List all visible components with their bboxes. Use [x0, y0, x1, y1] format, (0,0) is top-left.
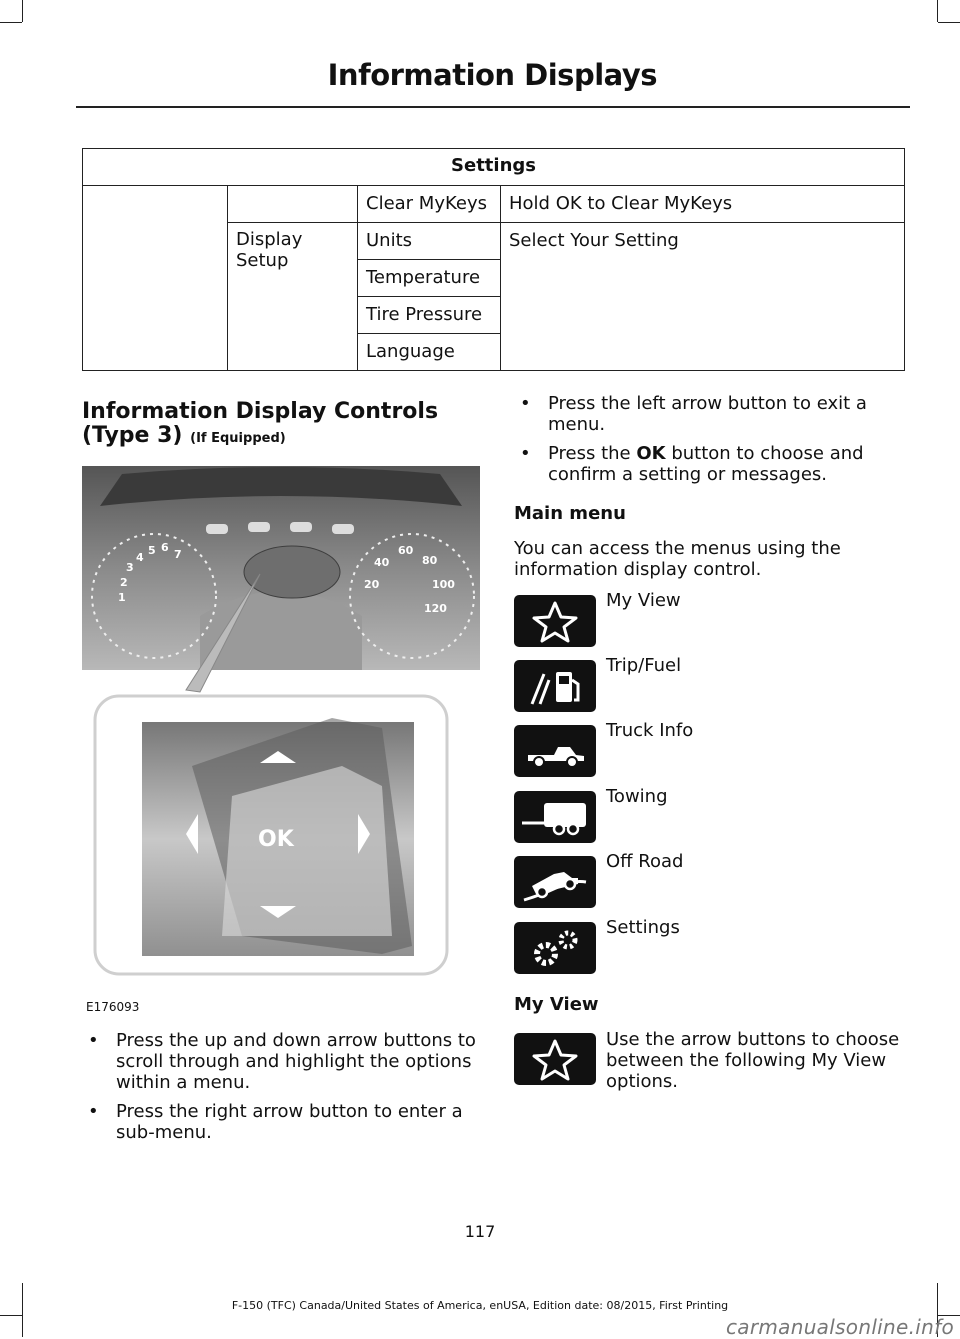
list-item: • Press the right arrow button to enter a sub-menu. — [82, 1101, 482, 1143]
menu-item-label: My View — [606, 590, 681, 611]
gauge-label: 40 — [374, 556, 390, 569]
crop-mark — [937, 0, 938, 22]
settings-table — [82, 148, 905, 371]
main-menu-heading: Main menu — [514, 503, 626, 524]
menu-item-towing — [514, 786, 914, 841]
gauge-label: 5 — [148, 544, 156, 557]
page-footer: F-150 (TFC) Canada/United States of America, enUSA, Edition date: 08/2015, First Printing — [231, 1299, 729, 1312]
list-item: • Press the up and down arrow buttons to scroll through and highlight the options within a menu. — [82, 1030, 482, 1093]
menu-item-label: Truck Info — [606, 720, 694, 741]
ok-button[interactable]: OK — [258, 827, 294, 852]
list-text: Press the — [548, 443, 637, 464]
gauge-label: 80 — [422, 554, 438, 567]
list-item: • Press the left arrow button to exit a menu. — [514, 393, 914, 435]
crop-mark — [0, 22, 22, 23]
table-title: Settings — [83, 149, 905, 186]
crop-mark — [22, 0, 23, 22]
list-item — [514, 443, 914, 485]
my-view-heading: My View — [514, 994, 599, 1015]
table-header-row — [83, 149, 905, 186]
cell-text: Display Setup — [236, 229, 303, 271]
table-cell: Tire Pressure — [358, 297, 501, 334]
watermark: carmanualsonline.info — [726, 1315, 954, 1339]
gauge-label: 60 — [398, 544, 414, 557]
table-cell: Hold OK to Clear MyKeys — [501, 186, 905, 223]
menu-item-off-road — [514, 851, 914, 906]
table-cell: Temperature — [358, 260, 501, 297]
page-number: 117 — [464, 1222, 496, 1241]
gauge-label: 4 — [136, 551, 144, 564]
right-bullet-list — [514, 393, 914, 493]
star-icon — [514, 1033, 596, 1085]
heading-note: (If Equipped) — [190, 431, 286, 446]
table-cell: Units — [358, 223, 501, 260]
table-cell: Select Your Setting — [501, 223, 905, 371]
pickup-truck-icon — [514, 725, 596, 777]
gauge-label: 100 — [432, 578, 455, 591]
gauge-label: 1 — [118, 591, 126, 604]
gauge-label: 6 — [161, 541, 169, 554]
center-display — [244, 546, 340, 598]
trailer-icon — [514, 791, 596, 843]
main-menu-intro: You can access the menus using the information display control. — [514, 538, 841, 580]
off-road-truck-icon — [514, 856, 596, 908]
table-cell — [83, 186, 228, 371]
gauge-label: 120 — [424, 602, 447, 615]
gauge-label: 7 — [174, 548, 182, 561]
fuel-pump-icon — [514, 660, 596, 712]
gauge-label: 3 — [126, 561, 134, 574]
ok-emphasis: OK — [636, 443, 666, 464]
crop-mark — [938, 22, 960, 23]
star-icon — [514, 595, 596, 647]
crop-mark — [0, 1315, 22, 1316]
table-cell — [228, 223, 358, 371]
gears-icon — [514, 922, 596, 974]
heading-text: Information Display Controls (Type 3) — [82, 399, 439, 448]
menu-item-label: Off Road — [606, 851, 684, 872]
page-title: Information Displays — [327, 58, 657, 92]
display-control-illustration — [82, 466, 480, 980]
menu-item-label: Trip/Fuel — [606, 655, 682, 676]
menu-item-settings — [514, 917, 914, 972]
table-cell: Language — [358, 334, 501, 371]
gauge-label: 20 — [364, 578, 380, 591]
menu-item-my-view — [514, 590, 914, 645]
section-heading — [82, 400, 472, 451]
table-cell: Clear MyKeys — [358, 186, 501, 223]
list-text: button to choose and confirm a setting or messages. — [548, 443, 864, 485]
header-rule — [76, 106, 910, 108]
table-row — [83, 186, 905, 223]
gauge-label: 2 — [120, 576, 128, 589]
table-cell — [228, 186, 358, 223]
menu-item-trip-fuel — [514, 655, 914, 710]
left-bullet-list — [82, 1030, 482, 1151]
my-view-description: Use the arrow buttons to choose between the following My View options. — [606, 1029, 900, 1092]
menu-item-label: Settings — [606, 917, 680, 938]
figure-id: E176093 — [86, 1000, 140, 1014]
menu-item-label: Towing — [606, 786, 668, 807]
menu-item-truck-info — [514, 720, 914, 775]
